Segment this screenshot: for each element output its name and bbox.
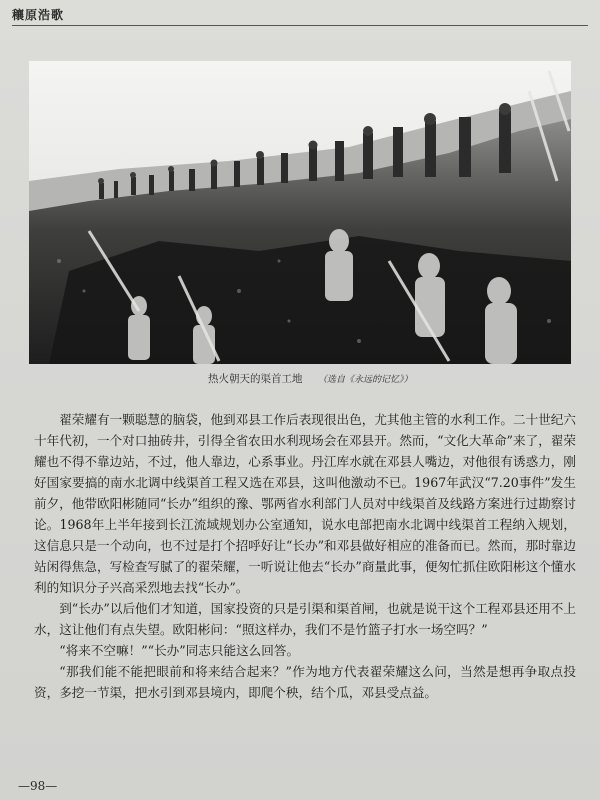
- page-number: —98—: [18, 779, 58, 793]
- paragraph: “那我们能不能把眼前和将来结合起来？”作为地方代表翟荣耀这么问，当然是想再争取点投资，多挖一节渠，把水引到邓县境内，即爬个秧，结个瓜，邓县受点益。: [34, 664, 576, 700]
- running-header: 穰原浩歌: [12, 8, 65, 22]
- construction-site-photo: [29, 61, 571, 364]
- paragraph: “将来不空嘛！”“长办”同志只能这么回答。: [59, 643, 300, 658]
- caption-text: 热火朝天的渠首工地: [208, 373, 303, 385]
- caption-source: （选自《永远的记忆》）: [318, 375, 413, 385]
- paragraph: 到“长办”以后他们才知道，国家投资的只是引渠和渠首闸，也就是说干这个工程邓县还用不上水，这让他们有点失望。欧阳彬问：“照这样办，我们不是竹篮子打水一场空吗？”: [34, 601, 576, 637]
- photo-caption: [0, 371, 600, 387]
- photo-image: [29, 61, 571, 364]
- paragraph: 翟荣耀有一颗聪慧的脑袋，他到邓县工作后表现很出色，尤其他主管的水利工作。二十世纪六十年代初，一个对口抽砖井，引得全省农田水利现场会在邓县开。然而，“文化大革命”来了，翟荣耀也不得不靠边站，不过，他人靠边，心系事业。丹江库水就在邓县人嘴边，对他很有诱惑力，刚好国家要搞的南水北调中线渠首工程又选在邓县，这叫他激动不已。1967年武汉“7.20事件”发生前夕，他带欧阳彬随同“长办”组织的豫、鄂两省水利部门人员对中线渠首及线路方案进行过勘察讨论。1968年上半年接到长江流域规划办公室通知，说水电部把南水北调中线渠首工程纳入规划，这信息只是一个动向，也不过是打个招呼好让“长办”和邓县做好相应的准备而已。然而，那时靠边站闲得焦急，写检查写腻了的翟荣耀，一听说让他去“长办”商量此事，便匆忙抓住欧阳彬这个懂水利的知识分子兴高采烈地去找“长办”。: [34, 412, 576, 595]
- article-body: [34, 409, 576, 703]
- header-rule: [12, 25, 588, 26]
